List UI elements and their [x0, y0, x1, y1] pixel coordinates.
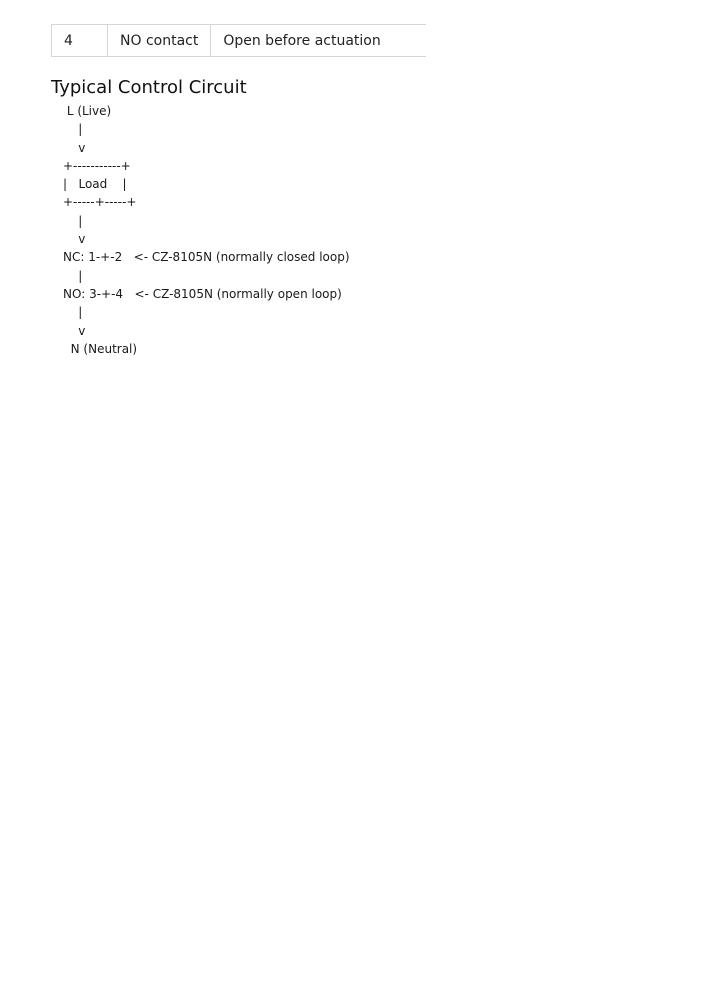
circuit-line: +-----+-----+ — [63, 195, 137, 210]
circuit-line: | Load | — [63, 177, 127, 192]
circuit-line: v — [63, 140, 86, 155]
circuit-line: NC: 1-+-2 <- CZ-8105N (normally closed loop) — [63, 250, 350, 265]
table-row — [52, 25, 427, 57]
section-title: Typical Control Circuit — [51, 77, 247, 98]
circuit-line: L (Live) — [63, 104, 112, 118]
circuit-line: +-----------+ — [63, 158, 131, 173]
pin-table — [51, 24, 426, 57]
circuit-diagram — [63, 102, 350, 358]
circuit-line: N (Neutral) — [63, 341, 138, 356]
pin-table-wrapper — [51, 24, 426, 57]
pin-number-cell: 4 — [52, 25, 108, 57]
circuit-line: v — [63, 323, 86, 338]
circuit-line: NO: 3-+-4 <- CZ-8105N (normally open loop) — [63, 286, 342, 301]
contact-state-cell: Open before actuation — [211, 25, 426, 57]
circuit-line: | — [63, 122, 83, 137]
contact-type-cell: NO contact — [108, 25, 211, 57]
circuit-line: | — [63, 213, 83, 228]
circuit-line: | — [63, 268, 83, 283]
circuit-line: v — [63, 232, 86, 247]
circuit-line: | — [63, 305, 83, 320]
